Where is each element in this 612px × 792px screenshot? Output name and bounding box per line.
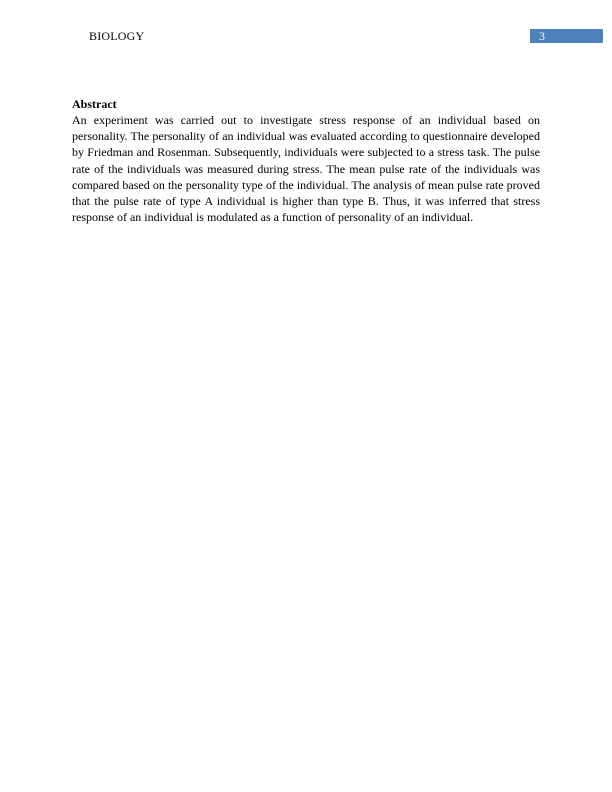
abstract-section — [72, 96, 540, 225]
abstract-paragraph: An experiment was carried out to investigate stress response of an individual based on personality. The personality of an individual was evaluated according to questionnaire developed by Friedman and Rosenman. Subsequently, individuals were subjected to a stress task. The pulse rate of the individuals was measured during stress. The mean pulse rate of the individuals was compared based on the personality type of the individual. The analysis of mean pulse rate proved that the pulse rate of type A individual is higher than type B. Thus, it was inferred that stress response of an individual is modulated as a function of personality of an individual. — [72, 113, 540, 225]
running-header-title: BIOLOGY — [89, 29, 145, 43]
abstract-heading: Abstract — [72, 97, 117, 111]
page-number-badge: 3 — [530, 29, 603, 43]
